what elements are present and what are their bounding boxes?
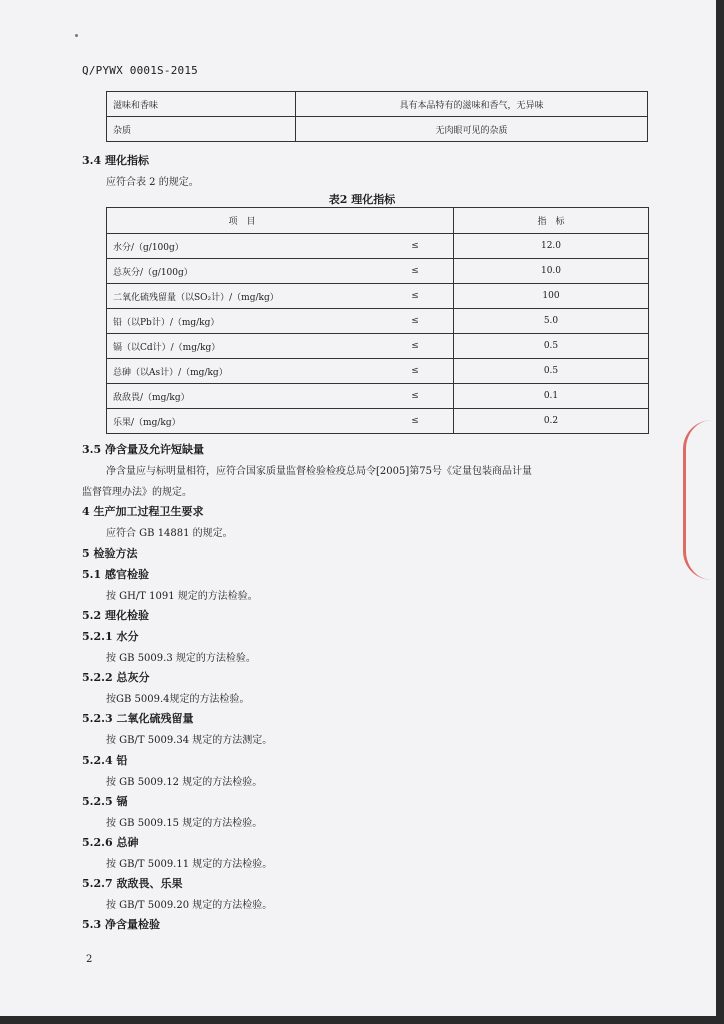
table-cell-value: 0.2 xyxy=(454,409,649,434)
section-heading: 5.2.3 二氧化硫残留量 xyxy=(82,712,194,725)
table-row xyxy=(107,384,649,409)
section-heading: 5.2.7 敌敌畏、乐果 xyxy=(82,877,183,890)
table-header-row xyxy=(107,208,649,234)
table-cell-value: 具有本品特有的滋味和香气，无异味 xyxy=(296,92,648,117)
column-header-item: 项 目 xyxy=(107,208,378,234)
table-row xyxy=(107,284,649,309)
table-cell-value: 0.5 xyxy=(454,334,649,359)
physicochemical-indicators-table xyxy=(106,207,649,434)
column-header-spacer xyxy=(377,208,454,234)
table-row xyxy=(107,409,649,434)
table-cell-operator: ≤ xyxy=(377,234,454,259)
section-heading: 5.2.6 总砷 xyxy=(82,836,139,849)
table-row xyxy=(107,117,648,142)
section-text: 应符合表 2 的规定。 xyxy=(106,177,199,188)
table-cell-item: 二氧化硫残留量（以SO₂计）/（mg/kg） xyxy=(107,284,378,309)
table-cell-value: 无肉眼可见的杂质 xyxy=(296,117,648,142)
table-cell-operator: ≤ xyxy=(377,309,454,334)
table-cell-item: 总灰分/（g/100g） xyxy=(107,259,378,284)
column-header-value: 指 标 xyxy=(454,208,649,234)
table-cell-operator: ≤ xyxy=(377,359,454,384)
table-cell-item: 总砷（以As计）/（mg/kg） xyxy=(107,359,378,384)
table-cell-item: 水分/（g/100g） xyxy=(107,234,378,259)
table-cell-operator: ≤ xyxy=(377,284,454,309)
table-cell-operator: ≤ xyxy=(377,334,454,359)
table-row xyxy=(107,309,649,334)
table-caption: 表2 理化指标 xyxy=(328,193,396,206)
table-cell-item: 乐果/（mg/kg） xyxy=(107,409,378,434)
table-cell-item: 杂质 xyxy=(107,117,296,142)
section-heading: 3.4 理化指标 xyxy=(82,154,149,167)
section-heading: 5.2.1 水分 xyxy=(82,630,139,643)
section-text: 按 GB 5009.15 规定的方法检验。 xyxy=(106,818,263,829)
section-text: 按GB 5009.4规定的方法检验。 xyxy=(106,694,250,705)
section-text: 按 GB 5009.12 规定的方法检验。 xyxy=(106,777,263,788)
table-cell-operator: ≤ xyxy=(377,384,454,409)
table-row xyxy=(107,359,649,384)
table-cell-value: 12.0 xyxy=(454,234,649,259)
section-text-continued: 监督管理办法》的规定。 xyxy=(82,487,192,498)
section-heading: 5.2.5 镉 xyxy=(82,795,128,808)
table-cell-value: 10.0 xyxy=(454,259,649,284)
table-row xyxy=(107,334,649,359)
table-cell-item: 镉（以Cd计）/（mg/kg） xyxy=(107,334,378,359)
section-heading: 5.2 理化检验 xyxy=(82,609,149,622)
sensory-requirements-table xyxy=(106,91,648,142)
table-cell-operator: ≤ xyxy=(377,409,454,434)
section-heading: 5.2.4 铅 xyxy=(82,754,128,767)
section-heading: 3.5 净含量及允许短缺量 xyxy=(82,443,204,456)
section-text: 净含量应与标明量相符，应符合国家质量监督检验检疫总局令[2005]第75号《定量包装商品计量 xyxy=(106,466,532,477)
section-heading: 4 生产加工过程卫生要求 xyxy=(82,505,204,518)
scan-speck xyxy=(75,34,78,37)
section-text: 按 GB/T 5009.11 规定的方法检验。 xyxy=(106,859,273,870)
section-text: 按 GH/T 1091 规定的方法检验。 xyxy=(106,591,258,602)
red-seal-stamp-edge xyxy=(683,420,712,580)
section-text: 应符合 GB 14881 的规定。 xyxy=(106,528,233,539)
table-row xyxy=(107,234,649,259)
table-row xyxy=(107,92,648,117)
section-heading: 5.2.2 总灰分 xyxy=(82,671,150,684)
table-cell-value: 0.1 xyxy=(454,384,649,409)
table-cell-operator: ≤ xyxy=(377,259,454,284)
table-cell-value: 5.0 xyxy=(454,309,649,334)
section-heading: 5.3 净含量检验 xyxy=(82,918,160,931)
page-number: 2 xyxy=(86,954,93,965)
section-heading: 5.1 感官检验 xyxy=(82,568,149,581)
section-text: 按 GB/T 5009.34 规定的方法测定。 xyxy=(106,735,273,746)
table-cell-item: 滋味和香味 xyxy=(107,92,296,117)
table-row xyxy=(107,259,649,284)
standard-code-header: Q/PYWX 0001S-2015 xyxy=(82,64,198,77)
table-cell-value: 0.5 xyxy=(454,359,649,384)
table-cell-item: 铅（以Pb计）/（mg/kg） xyxy=(107,309,378,334)
section-text: 按 GB 5009.3 规定的方法检验。 xyxy=(106,653,256,664)
section-heading: 5 检验方法 xyxy=(82,547,138,560)
section-text: 按 GB/T 5009.20 规定的方法检验。 xyxy=(106,900,273,911)
table-cell-value: 100 xyxy=(454,284,649,309)
table-cell-item: 敌敌畏/（mg/kg） xyxy=(107,384,378,409)
